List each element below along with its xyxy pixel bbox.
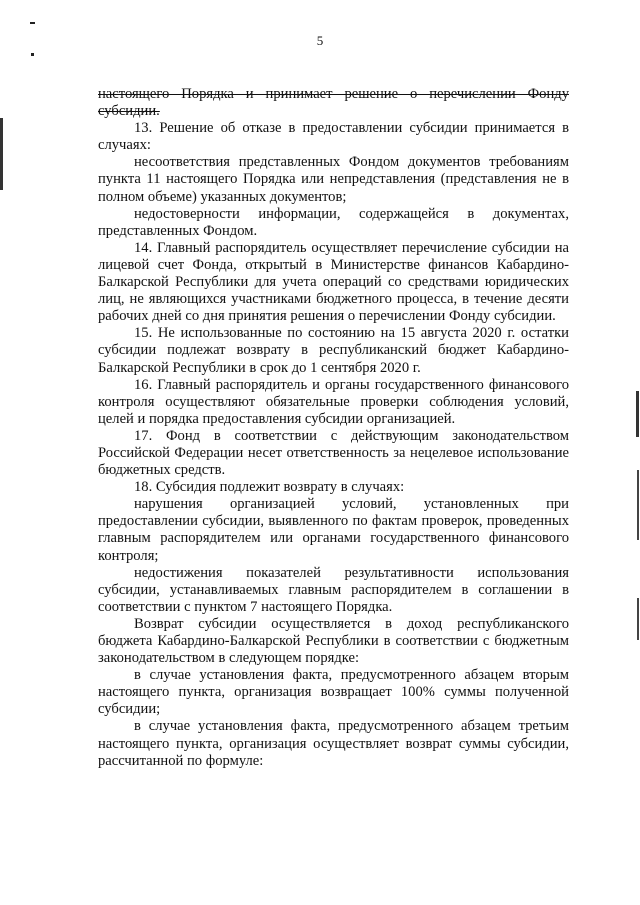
paragraph-continuation: настоящего Порядка и принимает решение о перечислении Фонду субсидии. [98,86,569,120]
scan-edge-shadow [637,470,639,540]
scan-edge-shadow [0,118,3,190]
paragraph-refund-case-2: в случае установления факта, предусмотренного абзацем третьим настоящего пункта, организация осуществляет возврат суммы субсидии, рассчитанной по формуле: [98,718,569,769]
paragraph-18-case-2: недостижения показателей результативности использования субсидии, устанавливаемых главным распорядителем в соглашении в соответствии с пунктом 7 настоящего Порядка. [98,564,569,615]
paragraph-18-case-1: нарушения организацией условий, установленных при предоставлении субсидии, выявленного по фактам проверок, проведенных главным распорядителем или органами государственного финансового контроля; [98,496,569,564]
scan-edge-shadow [636,391,639,437]
paragraph-13-case-2: недостоверности информации, содержащейся в документах, представленных Фондом. [98,205,569,239]
paragraph-14: 14. Главный распорядитель осуществляет перечисление субсидии на лицевой счет Фонда, открытый в Министерстве финансов Кабардино-Балкарской Республики для учета операций со средствами юридических лиц, не являющихся участниками бюджетного процесса, в течение десяти рабочих дней со дня принятия решения о перечислении Фонду субсидии. [98,239,569,325]
paragraph-refund-order: Возврат субсидии осуществляется в доход республиканского бюджета Кабардино-Балкарской Республики в соответствии с бюджетным законодательством в следующем порядке: [98,615,569,667]
paragraph-refund-case-1: в случае установления факта, предусмотренного абзацем вторым настоящего пункта, организация возвращает 100% суммы полученной субсидии; [98,667,569,718]
paragraph-13: 13. Решение об отказе в предоставлении субсидии принимается в случаях: [98,120,569,154]
paragraph-18: 18. Субсидия подлежит возврату в случаях: [134,479,405,496]
page-number: 5 [316,33,324,48]
scan-artifact [30,22,35,24]
paragraph-13-case-1: несоответствия представленных Фондом документов требованиям пункта 11 настоящего Порядка или непредставления (представления не в полном объеме) указанных документов; [98,154,569,205]
scan-edge-shadow [637,598,639,640]
document-body [98,86,569,770]
scan-artifact [31,53,34,56]
paragraph-15: 15. Не использованные по состоянию на 15 августа 2020 г. остатки субсидии подлежат возврату в республиканский бюджет Кабардино-Балкарской Республики в срок до 1 сентября 2020 г. [98,325,569,376]
paragraph-17: 17. Фонд в соответствии с действующим законодательством Российской Федерации несет ответственность за нецелевое использование бюджетных средств. [98,427,569,479]
paragraph-16: 16. Главный распорядитель и органы государственного финансового контроля осуществляют обязательные проверки соблюдения условий, целей и порядка предоставления субсидии организацией. [98,376,569,427]
